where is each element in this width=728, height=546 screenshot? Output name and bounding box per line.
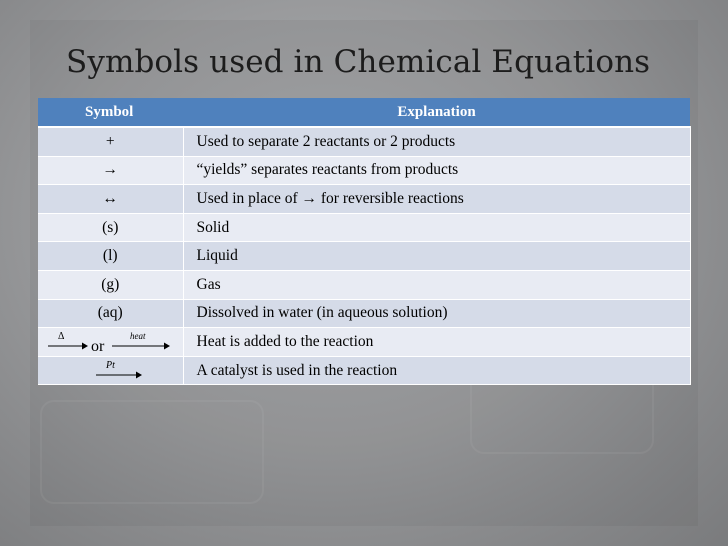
- catalyst-arrow-symbol: [46, 358, 176, 384]
- explanation-cell: Dissolved in water (in aqueous solution): [183, 299, 690, 328]
- symbol-cell: +: [38, 127, 183, 156]
- heat-label: heat: [130, 330, 146, 341]
- arrow-head-icon: [82, 342, 88, 349]
- symbol-cell: [38, 328, 183, 357]
- explanation-cell: Gas: [183, 270, 690, 299]
- delta-label: Δ: [58, 330, 65, 342]
- table-row: [38, 299, 690, 328]
- symbol-cell: (g): [38, 270, 183, 299]
- table-row: [38, 242, 690, 271]
- symbol-cell: (l): [38, 242, 183, 271]
- symbols-table: [38, 98, 691, 385]
- explanation-cell: Solid: [183, 213, 690, 242]
- symbol-cell: (s): [38, 213, 183, 242]
- table-row: [38, 156, 690, 185]
- table-row: [38, 127, 690, 156]
- table-row: [38, 356, 690, 385]
- explanation-cell: Used in place of → for reversible reactions: [183, 185, 690, 214]
- arrow-head-icon: [136, 371, 142, 378]
- explanation-cell: Liquid: [183, 242, 690, 271]
- table-row: [38, 185, 690, 214]
- explanation-cell: A catalyst is used in the reaction: [183, 356, 690, 385]
- header-symbol: Symbol: [38, 98, 183, 127]
- symbol-cell: [38, 356, 183, 385]
- table-header-row: [38, 98, 690, 127]
- table-row: [38, 270, 690, 299]
- catalyst-label: Pt: [106, 359, 115, 371]
- explanation-cell: Heat is added to the reaction: [183, 328, 690, 357]
- heat-arrow-symbol: [46, 329, 176, 355]
- arrow-head-icon: [164, 342, 170, 349]
- slide-title: Symbols used in Chemical Equations: [66, 44, 651, 80]
- symbol-cell: ↔: [38, 185, 183, 214]
- or-label: or: [91, 337, 105, 355]
- explanation-cell: “yields” separates reactants from products: [183, 156, 690, 185]
- table-row: [38, 328, 690, 357]
- table-row: [38, 213, 690, 242]
- header-explanation: Explanation: [183, 98, 690, 127]
- symbol-cell: →: [38, 156, 183, 185]
- explanation-cell: Used to separate 2 reactants or 2 products: [183, 127, 690, 156]
- symbol-cell: (aq): [38, 299, 183, 328]
